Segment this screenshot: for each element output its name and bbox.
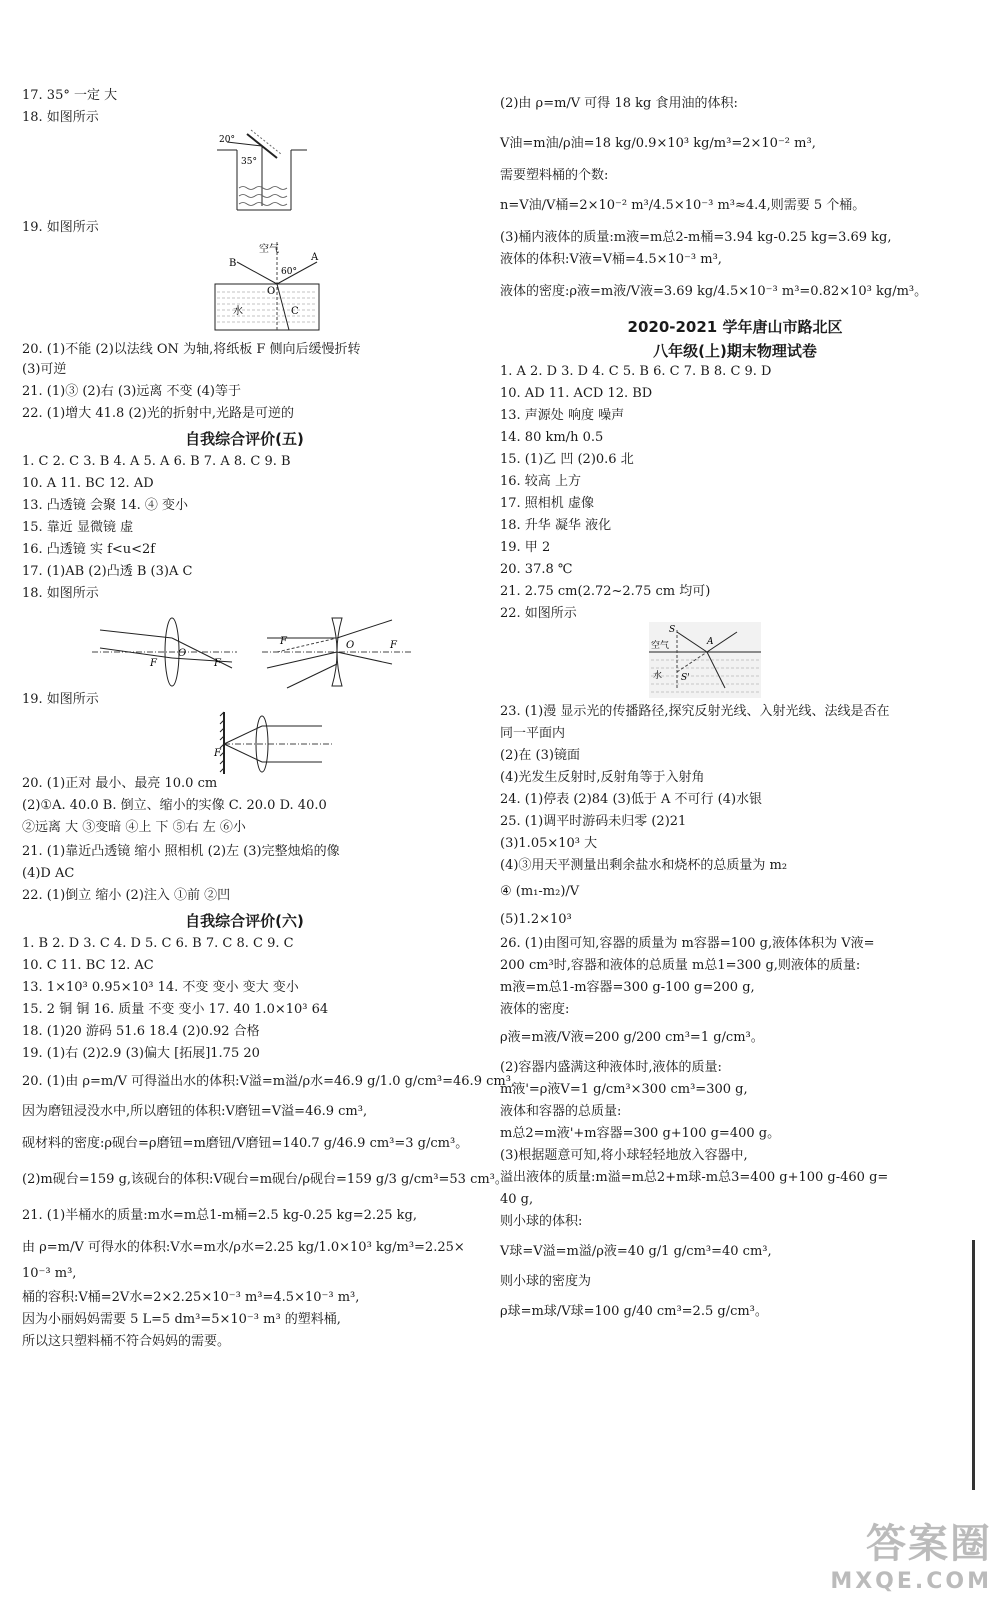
answer-line: 17. 35° 一定 大 — [22, 88, 118, 103]
answer-line: 16. 较高 上方 — [500, 474, 581, 489]
answer-line: 19. (1)右 (2)2.9 (3)偏大 [拓展]1.75 20 — [22, 1046, 260, 1061]
water-label: 水 — [233, 306, 243, 317]
answer-line: 19. 如图所示 — [22, 220, 99, 235]
answer-line: V油=m油/ρ油=18 kg/0.9×10³ kg/m³=2×10⁻² m³, — [500, 136, 816, 151]
answer-line: 25. (1)调平时游码未归零 (2)21 — [500, 814, 687, 829]
answer-line: 15. 2 铜 铜 16. 质量 不变 变小 17. 40 1.0×10³ 64 — [22, 1002, 329, 1017]
angle-label: 60° — [281, 267, 297, 277]
air-label: 空气 — [259, 244, 279, 255]
section-title: 自我综合评价(五) — [185, 430, 304, 448]
answer-line: 19. 甲 2 — [500, 540, 551, 555]
focus-label: F — [214, 658, 221, 669]
answer-line: 15. (1)乙 凹 (2)0.6 北 — [500, 452, 634, 467]
answer-line: (3)根据题意可知,将小球轻轻地放入容器中, — [500, 1148, 748, 1163]
answer-line: (3)可逆 — [22, 362, 67, 377]
answer-line: (3)桶内液体的质量:m液=m总2-m桶=3.94 kg-0.25 kg=3.69 kg, — [500, 230, 892, 245]
answer-line: m液=m总1-m容器=300 g-100 g=200 g, — [500, 980, 755, 995]
answer-line: 17. 照相机 虚像 — [500, 496, 594, 511]
answer-line: 13. 凸透镜 会聚 14. ④ 变小 — [22, 498, 189, 513]
water-label: 水 — [653, 671, 663, 681]
answer-line: 液体和容器的总质量: — [500, 1104, 622, 1119]
answer-line: 22. (1)倒立 缩小 (2)注入 ①前 ②凹 — [22, 888, 231, 903]
answer-line: 需要塑料桶的个数: — [500, 168, 609, 183]
answer-line: (2)由 ρ=m/V 可得 18 kg 食用油的体积: — [500, 96, 738, 111]
answer-line: 溢出液体的质量:m溢=m总2+m球-m总3=400 g+100 g-460 g= — [500, 1170, 889, 1185]
answer-line: (4)光发生反射时,反射角等于入射角 — [500, 770, 705, 785]
point-label: B — [229, 258, 237, 269]
mirror-lens-figure — [202, 708, 342, 778]
answer-line: 10. AD 11. ACD 12. BD — [500, 386, 653, 401]
answer-line: 砚材料的密度:ρ砚台=ρ磨钮=m磨钮/V磨钮=140.7 g/46.9 cm³=3 g/cm³。 — [22, 1136, 469, 1151]
point-label: S — [669, 625, 676, 635]
answer-line: 18. 升华 凝华 液化 — [500, 518, 612, 533]
angle-label: 35° — [241, 157, 257, 167]
point-label: A — [311, 252, 319, 263]
answer-line: m液'=ρ液V=1 g/cm³×300 cm³=300 g, — [500, 1082, 748, 1097]
answer-line: 18. 如图所示 — [22, 110, 99, 125]
answer-line: 21. (1)③ (2)右 (3)远离 不变 (4)等于 — [22, 384, 241, 399]
answer-line: 13. 1×10³ 0.95×10³ 14. 不变 变小 变大 变小 — [22, 980, 299, 995]
lens-figure — [92, 608, 412, 698]
center-label: O — [178, 648, 187, 659]
answer-line: 1. A 2. D 3. D 4. C 5. B 6. C 7. B 8. C 9. D — [500, 364, 772, 379]
answer-line: 20. (1)正对 最小、最亮 10.0 cm — [22, 776, 218, 791]
answer-line: (4)③用天平测量出剩余盐水和烧杯的总质量为 m₂ — [500, 858, 788, 873]
answer-line: 20. (1)不能 (2)以法线 ON 为轴,将纸板 F 侧向后缓慢折转 — [22, 342, 361, 357]
answer-line: 13. 声源处 响度 噪声 — [500, 408, 625, 423]
answer-line: V球=V溢=m溢/ρ液=40 g/1 g/cm³=40 cm³, — [500, 1244, 772, 1259]
answer-line: 由 ρ=m/V 可得水的体积:V水=m水/ρ水=2.25 kg/1.0×10³ kg/m³=2.25× — [22, 1240, 465, 1255]
reflection-figure — [207, 128, 317, 216]
answer-line: ρ液=m液/V液=200 g/200 cm³=1 g/cm³。 — [500, 1030, 764, 1045]
answer-line: 则小球的体积: — [500, 1214, 583, 1229]
answer-line: 18. (1)20 游码 51.6 18.4 (2)0.92 合格 — [22, 1024, 260, 1039]
answer-line: ②远离 大 ③变暗 ④上 下 ⑤右 左 ⑥小 — [22, 820, 246, 835]
answer-line: 200 cm³时,容器和液体的总质量 m总1=300 g,则液体的质量: — [500, 958, 861, 973]
answer-line: 16. 凸透镜 实 f<u<2f — [22, 542, 156, 557]
watermark-text: 答案圈 — [866, 1521, 992, 1567]
point-label: C — [291, 306, 299, 317]
water-reflection-figure — [645, 622, 765, 698]
answer-line: ρ球=m球/V球=100 g/40 cm³=2.5 g/cm³。 — [500, 1304, 768, 1319]
watermark-url: MXQE.COM — [830, 1569, 992, 1594]
focus-label: F — [280, 636, 287, 647]
answer-line: 1. B 2. D 3. C 4. D 5. C 6. B 7. C 8. C 9. C — [22, 936, 294, 951]
answer-line: (4)D AC — [22, 866, 75, 881]
answer-line: 21. (1)靠近凸透镜 缩小 照相机 (2)左 (3)完整烛焰的像 — [22, 844, 340, 859]
point-label: O — [267, 286, 276, 297]
answer-line: (2)容器内盛满这种液体时,液体的质量: — [500, 1060, 722, 1075]
section-title: 自我综合评价(六) — [185, 912, 304, 930]
focus-label: F — [150, 658, 157, 669]
answer-line: 因为磨钮浸没水中,所以磨钮的体积:V磨钮=V溢=46.9 cm³, — [22, 1104, 368, 1119]
answer-line: 同一平面内 — [500, 726, 566, 741]
air-label: 空气 — [651, 641, 670, 651]
answer-line: 17. (1)AB (2)凸透 B (3)A C — [22, 564, 193, 579]
refraction-figure — [207, 238, 327, 334]
center-label: O — [346, 640, 355, 651]
answer-line: 15. 靠近 显微镜 虚 — [22, 520, 134, 535]
answer-line: 液体的密度: — [500, 1002, 570, 1017]
page-edge-bar — [972, 1240, 975, 1490]
answer-line: (2)m砚台=159 g,该砚台的体积:V砚台=m砚台/ρ砚台=159 g/3 g/cm³=53 cm³。 — [22, 1172, 508, 1187]
answer-line: m总2=m液'+m容器=300 g+100 g=400 g。 — [500, 1126, 781, 1141]
point-label: S' — [681, 673, 690, 683]
answer-line: 1. C 2. C 3. B 4. A 5. A 6. B 7. A 8. C 9. B — [22, 454, 291, 469]
answer-line: 因为小丽妈妈需要 5 L=5 dm³=5×10⁻³ m³ 的塑料桶, — [22, 1312, 341, 1327]
angle-label: 20° — [219, 135, 235, 145]
answer-line: 10⁻³ m³, — [22, 1266, 77, 1281]
answer-line: 22. (1)增大 41.8 (2)光的折射中,光路是可逆的 — [22, 406, 294, 421]
exam-title: 2020-2021 学年唐山市路北区 — [627, 318, 843, 336]
answer-line: (3)1.05×10³ 大 — [500, 836, 598, 851]
answer-line: n=V油/V桶=2×10⁻² m³/4.5×10⁻³ m³≈4.4,则需要 5 个桶。 — [500, 198, 866, 213]
focus-label: F — [390, 640, 397, 651]
answer-line: 10. A 11. BC 12. AD — [22, 476, 154, 491]
answer-line: 26. (1)由图可知,容器的质量为 m容器=100 g,液体体积为 V液= — [500, 936, 875, 951]
answer-line: 19. 如图所示 — [22, 692, 99, 707]
answer-line: 40 g, — [500, 1192, 534, 1207]
answer-line: 液体的密度:ρ液=m液/V液=3.69 kg/4.5×10⁻³ m³=0.82×10³ kg/m³。 — [500, 284, 928, 299]
answer-line: 22. 如图所示 — [500, 606, 577, 621]
answer-line: 则小球的密度为 — [500, 1274, 592, 1289]
exam-subtitle: 八年级(上)期末物理试卷 — [653, 342, 817, 360]
answer-line: 20. 37.8 ℃ — [500, 562, 573, 577]
answer-line: 24. (1)停表 (2)84 (3)低于 A 不可行 (4)水银 — [500, 792, 763, 807]
answer-line: 23. (1)漫 显示光的传播路径,探究反射光线、入射光线、法线是否在 — [500, 704, 890, 719]
answer-line: 液体的体积:V液=V桶=4.5×10⁻³ m³, — [500, 252, 722, 267]
answer-line: 10. C 11. BC 12. AC — [22, 958, 154, 973]
answer-line: 14. 80 km/h 0.5 — [500, 430, 604, 445]
answer-line: 21. (1)半桶水的质量:m水=m总1-m桶=2.5 kg-0.25 kg=2.25 kg, — [22, 1208, 418, 1223]
focus-label: F — [214, 748, 221, 759]
answer-line: (2)①A. 40.0 B. 倒立、缩小的实像 C. 20.0 D. 40.0 — [22, 798, 327, 813]
answer-line: (5)1.2×10³ — [500, 912, 572, 927]
answer-line: 20. (1)由 ρ=m/V 可得溢出水的体积:V溢=m溢/ρ水=46.9 g/1.0 g/cm³=46.9 cm³, — [22, 1074, 516, 1089]
answer-line: 所以这只塑料桶不符合妈妈的需要。 — [22, 1334, 231, 1349]
answer-line: (2)在 (3)镜面 — [500, 748, 580, 763]
answer-line: 18. 如图所示 — [22, 586, 99, 601]
watermark-logo — [830, 1512, 992, 1594]
point-label: A — [707, 637, 714, 647]
answer-line: 21. 2.75 cm(2.72~2.75 cm 均可) — [500, 584, 711, 599]
answer-line: 桶的容积:V桶=2V水=2×2.25×10⁻³ m³=4.5×10⁻³ m³, — [22, 1290, 360, 1305]
answer-line: ④ (m₁-m₂)/V — [500, 884, 580, 899]
